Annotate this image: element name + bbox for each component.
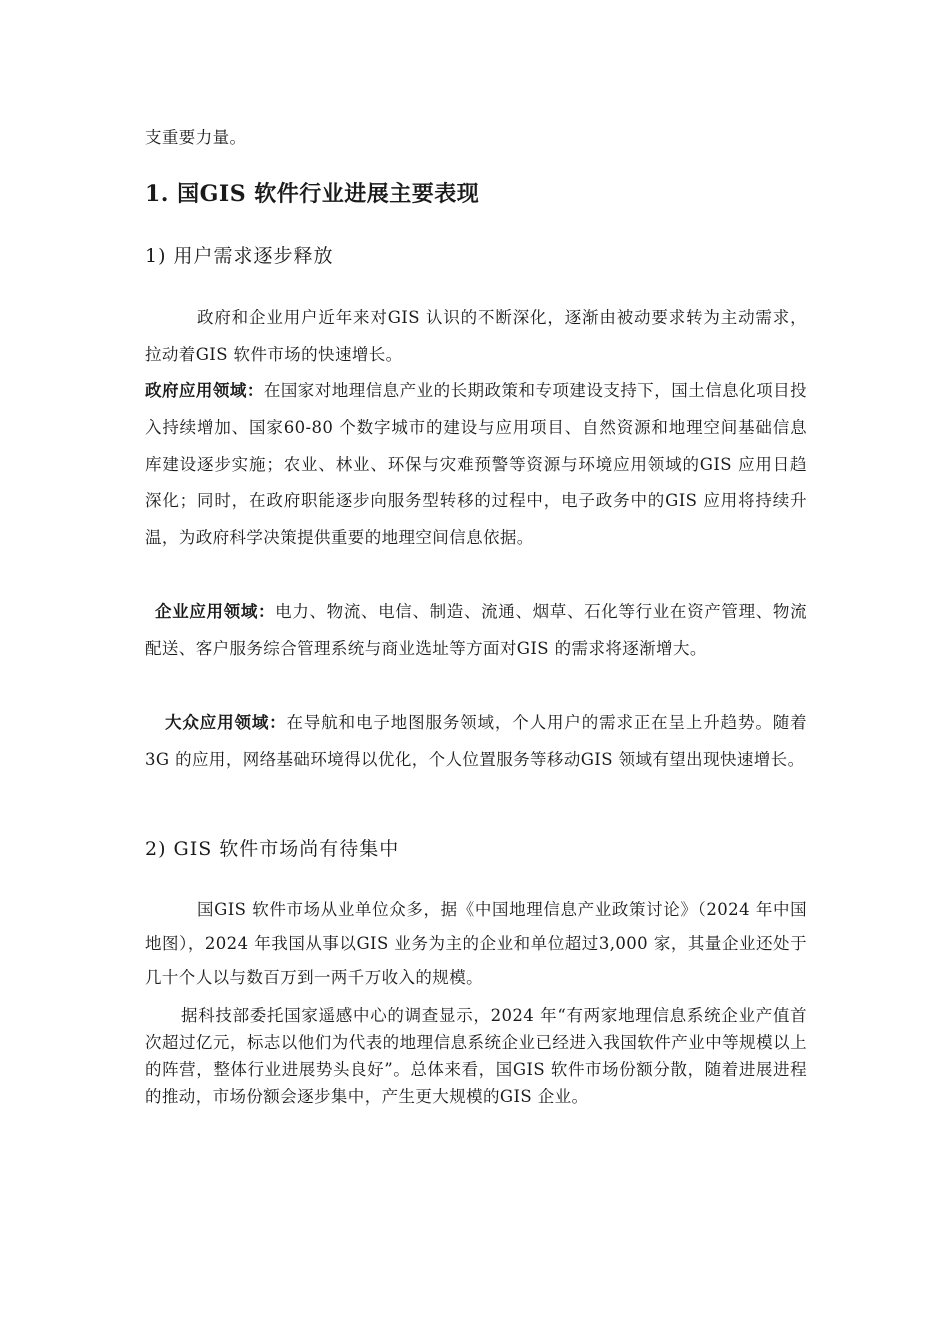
enterprise-domain-text: 电力、物流、电信、制造、流通、烟草、石化等行业在资产管理、物流配送、客户服务综合管理系统与商业选址等方面对GIS 的需求将逐渐增大。: [145, 602, 807, 658]
paragraph-enterprise-domain: [145, 594, 807, 668]
paragraph-market-units: 国GIS 软件市场从业单位众多，据《中国地理信息产业政策讨论》（2024 年中国地图），2024 年我国从事以GIS 业务为主的企业和单位超过3,000 家，其量企业还处于几十个人以与数百万到一两千万收入的规模。: [145, 900, 807, 987]
paragraph-user-demand-intro: 政府和企业用户近年来对GIS 认识的不断深化，逐渐由被动要求转为主动需求，拉动着GIS 软件市场的快速增长。: [145, 308, 807, 364]
public-domain-text: 在导航和电子地图服务领域，个人用户的需求正在呈上升趋势。随着3G 的应用，网络基础环境得以优化，个人位置服务等移动GIS 领域有望出现快速增长。: [145, 713, 807, 769]
paragraph-market-survey: 据科技部委托国家遥感中心的调查显示，2024 年“有两家地理信息系统企业产值首次超过亿元，标志以他们为代表的地理信息系统企业已经进入我国软件产业中等规模以上的阵营，整体行业进展势头良好”。总体来看，国GIS 软件市场份额分散，随着进展进程的推动，市场份额会逐步集中，产生更大规模的GIS 企业。: [145, 1006, 807, 1106]
paragraph-government-domain: [145, 373, 807, 557]
government-domain-label: 政府应用领域：: [145, 381, 264, 400]
section-heading-1: 1. 国GIS 软件行业进展主要表现: [145, 181, 480, 207]
public-domain-label: 大众应用领域：: [165, 713, 287, 732]
subheading-market-concentration: 2) GIS 软件市场尚有待集中: [145, 838, 400, 860]
intro-line: 支重要力量。: [145, 128, 247, 147]
paragraph-public-domain: [145, 705, 807, 779]
government-domain-text: 在国家对地理信息产业的长期政策和专项建设支持下，国土信息化项目投入持续增加、国家60-80 个数字城市的建设与应用项目、自然资源和地理空间基础信息库建设逐步实施；农业、林业、环保与灾难预警等资源与环境应用领域的GIS 应用日趋深化；同时，在政府职能逐步向服务型转移的过程中，电子政务中的GIS 应用将持续升温，为政府科学决策提供重要的地理空间信息依据。: [145, 381, 807, 548]
enterprise-domain-label: 企业应用领域：: [155, 602, 276, 621]
subheading-user-demand: 1) 用户需求逐步释放: [145, 245, 334, 267]
